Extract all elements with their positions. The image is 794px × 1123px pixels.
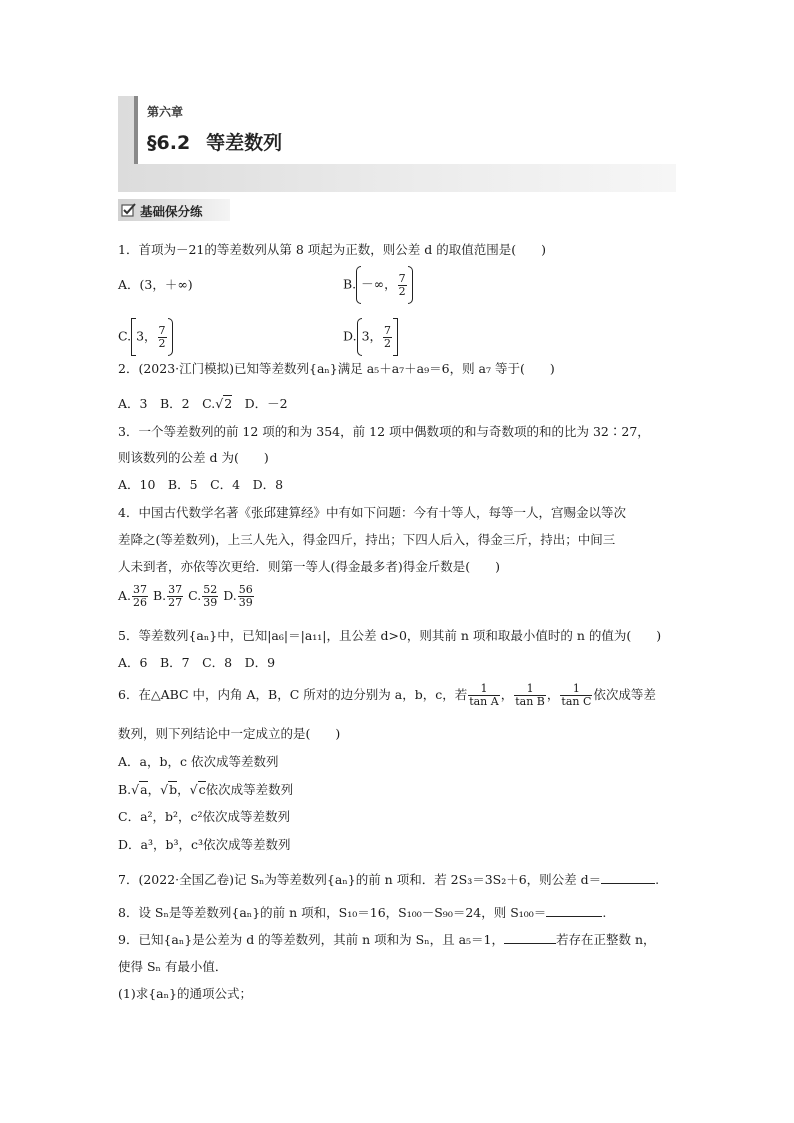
fraction-1-tanA: $\frac{1}{\text{tan A}}$	[469, 682, 499, 708]
question-4-line-3: 人未到者，亦依等次更给．则第一等人(得金最多者)得金斤数是( )	[118, 559, 501, 574]
question-1-option-c: C. 3， $\frac{7}{2}$	[118, 318, 173, 356]
question-1-stem: 1．首项为－21的等差数列从第 8 项起为正数，则公差 d 的取值范围是( )	[118, 242, 546, 257]
chapter-header-accent	[134, 96, 138, 164]
question-3-options: A．10 B．5 C．4 D．8	[118, 477, 284, 492]
close-paren	[408, 266, 413, 304]
fraction-37-27: $\frac{37}{27}$	[168, 583, 183, 609]
fraction-56-39: $\frac{56}{39}$	[238, 583, 253, 609]
question-1-option-a: A．(3，＋∞)	[118, 277, 193, 292]
sqrt-2: √2	[215, 396, 233, 411]
answer-blank[interactable]	[504, 931, 556, 944]
fraction-1-tanB: $\frac{1}{\text{tan B}}$	[515, 682, 545, 708]
question-6-line-2: 数列，则下列结论中一定成立的是( )	[118, 726, 341, 741]
question-9-part-1: (1)求{aₙ}的通项公式；	[118, 986, 252, 1001]
section-number: §6.2	[147, 132, 191, 154]
chapter-label: 第六章	[147, 105, 184, 119]
section-label: 基础保分练	[140, 204, 203, 219]
question-7: 7．(2022·全国乙卷)记 Sₙ为等差数列{aₙ}的前 n 项和．若 2S₃＝3S₂＋6，则公差 d＝ .	[118, 872, 660, 887]
sqrt-a: √a	[131, 782, 148, 797]
question-4-line-1: 4．中国古代数学名著《张邱建算经》中有如下问题：今有十等人，每等一人，宫赐金以等次	[118, 505, 626, 520]
question-9-line-2: 使得 Sₙ 有最小值．	[118, 959, 228, 974]
question-2-options: A．3 B．2 C.√2 D．－2	[118, 396, 288, 411]
question-6-option-d: D．a³，b³，c³依次成等差数列	[118, 837, 291, 852]
question-3-line-2: 则该数列的公差 d 为( )	[118, 450, 269, 465]
sqrt-b: √b	[160, 782, 178, 797]
section-title: 等差数列	[206, 132, 283, 154]
question-4-options: A. $\frac{37}{26}$ B. $\frac{37}{27}$ C. $\frac{52}{39}$ D. $\frac{56}{39}$	[118, 583, 253, 609]
close-paren	[168, 318, 173, 356]
question-5-stem: 5．等差数列{aₙ}中，已知|a₆|＝|a₁₁|，且公差 d>0，则其前 n 项和取最小值时的 n 的值为( )	[118, 628, 662, 643]
question-9-line-1: 9．已知{aₙ}是公差为 d 的等差数列，其前 n 项和为 Sₙ，且 a₅＝1， 若存在正整数 n，	[118, 932, 656, 947]
fraction-7-2: $\frac{7}{2}$	[384, 323, 392, 350]
checkbox-check-icon	[121, 202, 136, 217]
question-3-line-1: 3．一个等差数列的前 12 项的和为 354，前 12 项中偶数项的和与奇数项的和的比为 32∶27，	[118, 424, 650, 439]
question-6-option-a: A．a，b，c 依次成等差数列	[118, 754, 279, 769]
question-1-option-d: D. 3， $\frac{7}{2}$	[343, 318, 398, 356]
sqrt-c: √c	[189, 782, 206, 797]
fraction-7-2: $\frac{7}{2}$	[158, 323, 166, 350]
question-6-option-b: B.√a，√b，√c依次成等差数列	[118, 782, 294, 797]
section-heading	[118, 199, 230, 221]
fraction-1-tanC: $\frac{1}{\text{tan C}}$	[561, 682, 592, 708]
answer-blank[interactable]	[546, 904, 602, 917]
page-title	[147, 128, 282, 155]
question-2-stem: 2．(2023·江门模拟)已知等差数列{aₙ}满足 a₅＋a₇＋a₉＝6，则 a₇ 等于( )	[118, 361, 555, 376]
question-4-line-2: 差降之(等差数列)，上三人先入，得金四斤，持出；下四人后入，得金三斤，持出；中间三	[118, 532, 616, 547]
question-5-options: A．6 B．7 C．8 D．9	[118, 655, 276, 670]
fraction-52-39: $\frac{52}{39}$	[203, 583, 218, 609]
close-bracket	[393, 318, 398, 356]
answer-blank[interactable]	[601, 871, 655, 884]
question-1-option-b: B. －∞， $\frac{7}{2}$	[343, 266, 413, 304]
question-6-line-1: 6．在△ABC 中，内角 A，B，C 所对的边分别为 a，b，c，若 $\frac{1}{\text{tan A}}$ ， $\frac{1}{\text{tan B}}$ ， $\frac{1}{\text{tan C}}$ 依次成等差	[118, 682, 656, 708]
fraction-37-26: $\frac{37}{26}$	[133, 583, 148, 609]
question-8: 8．设 Sₙ是等差数列{aₙ}的前 n 项和，S₁₀＝16，S₁₀₀－S₉₀＝24，则 S₁₀₀＝ .	[118, 905, 607, 920]
question-6-option-c: C．a²，b²，c²依次成等差数列	[118, 809, 291, 824]
fraction-7-2: $\frac{7}{2}$	[398, 271, 406, 298]
